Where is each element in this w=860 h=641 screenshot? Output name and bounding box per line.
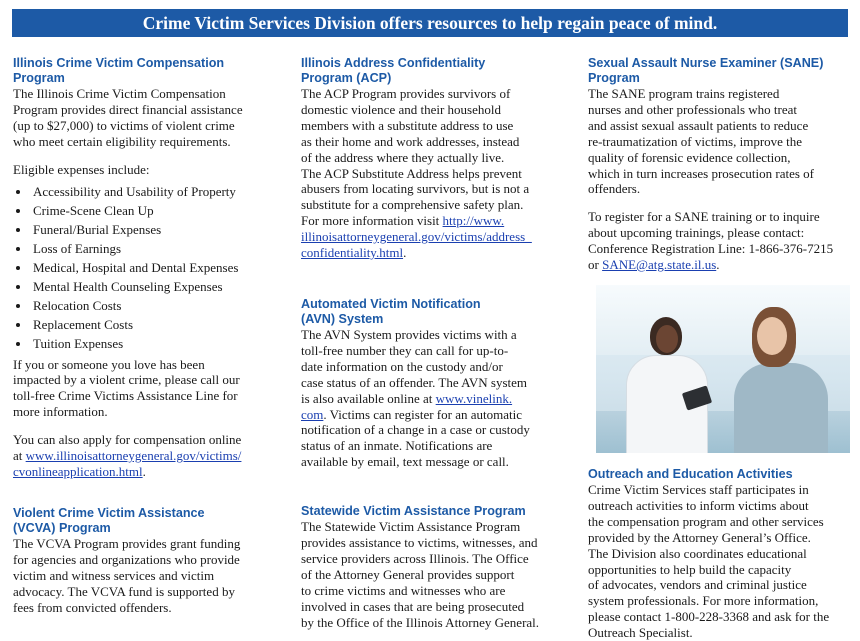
expense-list [13, 182, 275, 353]
nurse-patient-photo [596, 285, 850, 453]
sane-heading: Sexual Assault Nurse Examiner (SANE) Program [588, 56, 824, 85]
list-item: Replacement Costs [13, 315, 275, 334]
hotline-paragraph: If you or someone you love has been impacted by a violent crime, please call our toll-free Crime Victims Assistance Line for more information. [13, 356, 240, 420]
list-item: Medical, Hospital and Dental Expenses [13, 258, 275, 277]
sane-body: The SANE program trains registered nurses and other professionals who treat and assist sexual assault patients to reduce re-traumatization of victims, improve the quality of forensic evidence collection, which in turn increases prosecution rates of offenders. [588, 86, 814, 197]
acp-link[interactable]: http://www. illinoisattorneygeneral.gov/victims/address_ confidentiality.html [301, 213, 532, 261]
sane-register: To register for a SANE training or to inquire about upcoming trainings, please contact: Conference Registration Line: 1-866-376-7215 or SANE@atg.state.il.us. [588, 209, 834, 273]
list-item: Crime-Scene Clean Up [13, 201, 275, 220]
acp-body: The ACP Program provides survivors of domestic violence and their household members with a substitute address to use as their home and work addresses, instead of the address where they actually live. The ACP Substitute Address helps prevent abusers from locating survivors, but is not a substitute for a comprehensive safety plan. For more information visit http://www. illinoisattorneygeneral.gov/victims/address_ confidentiality.html. [301, 86, 532, 261]
vinelink-link[interactable]: www.vinelink. com [301, 390, 513, 422]
sane-email-link[interactable]: SANE@atg.state.il.us [602, 257, 717, 273]
vcva-heading: Violent Crime Victim Assistance (VCVA) Program [13, 505, 205, 535]
list-item: Loss of Earnings [13, 239, 275, 258]
outreach-heading: Outreach and Education Activities [588, 466, 793, 481]
list-item: Relocation Costs [13, 296, 275, 315]
compensation-body: The Illinois Crime Victim Compensation Program provides direct financial assistance (up to $27,000) to victims of violent crime who meet certain eligibility requirements. [13, 86, 243, 149]
eligible-intro: Eligible expenses include: [13, 161, 150, 177]
online-application-paragraph: You can also apply for compensation online at www.illinoisattorneygeneral.gov/victims/ cvonlineapplication.html. [13, 432, 242, 479]
page-banner: Crime Victim Services Division offers resources to help regain peace of mind. [12, 9, 848, 37]
list-item: Accessibility and Usability of Property [13, 182, 275, 201]
avn-heading: Automated Victim Notification (AVN) System [301, 296, 481, 326]
column-2 [301, 56, 566, 630]
compensation-online-link[interactable]: www.illinoisattorneygeneral.gov/victims/ cvonlineapplication.html [13, 448, 242, 479]
acp-heading: Illinois Address Confidentiality Program (ACP) [301, 56, 486, 85]
vcva-body: The VCVA Program provides grant funding for agencies and organizations who provide victim and witness services and victim advocacy. The VCVA fund is supported by fees from convicted offenders. [13, 535, 241, 615]
list-item: Tuition Expenses [13, 334, 275, 353]
statewide-heading: Statewide Victim Assistance Program [301, 504, 526, 519]
list-item: Mental Health Counseling Expenses [13, 277, 275, 296]
compensation-heading: Illinois Crime Victim Compensation Program [13, 56, 225, 85]
column-1 [13, 56, 275, 615]
column-3 [588, 56, 850, 641]
avn-body: The AVN System provides victims with a toll-free number they can call for up-to- date information on the custody and/or case status of an offender. The AVN system is also available online at www.vinelink. com. Victims can register for an automatic notification of a change in a case or custody status of an inmate. Notifications are available by email, text message or call. [301, 326, 530, 470]
list-item: Funeral/Burial Expenses [13, 220, 275, 239]
outreach-body: Crime Victim Services staff participates in outreach activities to inform victims about the compensation program and other services provided by the Attorney General’s Office. The Division also coordinates educational opportunities to help build the capacity of advocates, vendors and criminal justice system professionals. For more information, please contact 1-800-228-3368 and ask for the Outreach Specialist. [588, 481, 830, 641]
statewide-body: The Statewide Victim Assistance Program provides assistance to victims, witnesses, and service providers across Illinois. The Office of the Attorney General provides support to crime victims and witnesses who are involved in cases that are being prosecuted by the Office of the Illinois Attorney General. [301, 519, 540, 630]
